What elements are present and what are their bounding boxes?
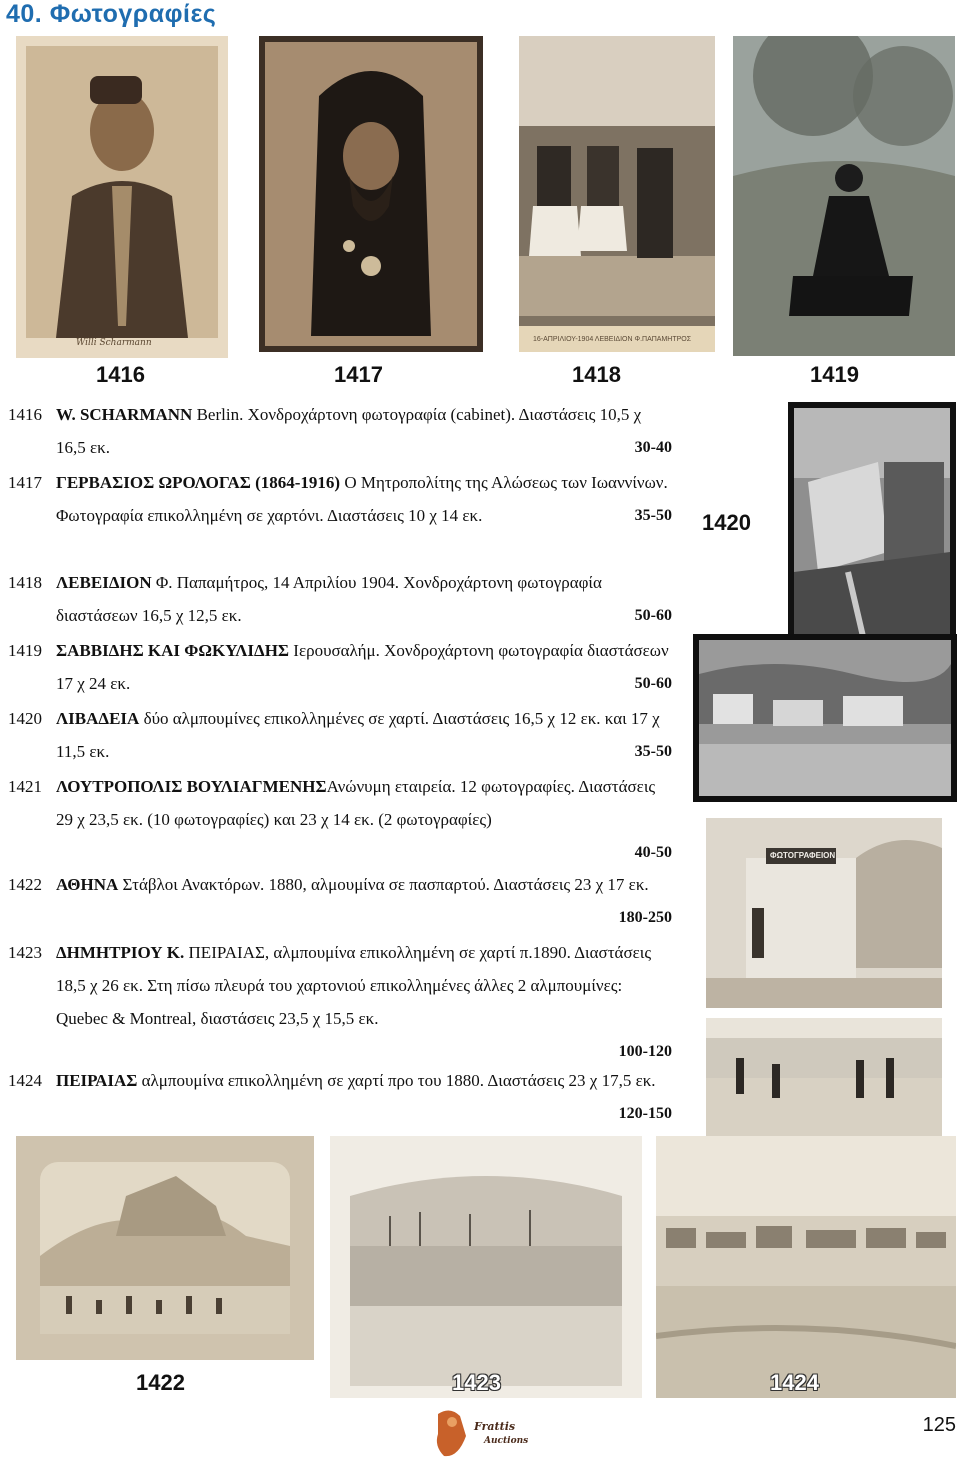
lot-price: 50-60	[634, 607, 672, 624]
lot-number: 1419	[8, 641, 42, 660]
photo-1421-sign: ΦΩΤΟΓΡΑΦΕΙΟΝ	[770, 851, 836, 860]
logo-icon	[430, 1406, 540, 1462]
lot-title: ΓΕΡΒΑΣΙΟΣ ΩΡΟΛΟΓΑΣ (1864-1916)	[56, 473, 341, 492]
photo-1416	[16, 36, 228, 358]
photo-label-1422: 1422	[136, 1370, 185, 1395]
section-title: 40. Φωτογραφίες	[6, 0, 217, 28]
lot-number: 1421	[8, 777, 42, 796]
lot-text: Ιερουσαλήμ. Χονδροχάρτονη φωτογραφία διαστάσεων 17 χ 24 εκ.	[56, 641, 669, 693]
lot-entry-1417	[8, 466, 672, 532]
photo-1420-b	[693, 634, 957, 802]
lot-number: 1424	[8, 1071, 42, 1090]
lot-number: 1417	[8, 473, 42, 492]
photo-1422	[16, 1136, 314, 1360]
lot-title: W. SCHARMANN	[56, 405, 193, 424]
lot-price: 180-250	[618, 909, 672, 926]
photo-label-1423: 1423	[452, 1370, 501, 1395]
photo-1421-b	[706, 1018, 942, 1138]
lot-price: 50-60	[634, 675, 672, 692]
lot-entry-1418	[8, 566, 672, 632]
photo-1419	[733, 36, 955, 356]
lot-title: ΛΟΥΤΡΟΠΟΛΙΣ ΒΟΥΛΙΑΓΜΕΝΗΣ	[56, 777, 327, 796]
lot-entry-1419	[8, 634, 672, 700]
photo-label-1416: 1416	[96, 362, 145, 387]
lot-title: ΔΗΜΗΤΡΙΟΥ Κ.	[56, 943, 185, 962]
lot-title: ΑΘΗΝΑ	[56, 875, 119, 894]
logo-text-2: Auctions	[484, 1436, 529, 1446]
page-number: 125	[922, 1414, 956, 1436]
photo-label-1417: 1417	[334, 362, 383, 387]
lot-number: 1422	[8, 875, 42, 894]
lot-entry-1424	[8, 1064, 672, 1130]
lot-text: Φ. Παπαμήτρος, 14 Απριλίου 1904. Χονδροχάρτονη φωτογραφία διαστάσεων 16,5 χ 12,5 εκ.	[56, 573, 602, 625]
photo-label-1419: 1419	[810, 362, 859, 387]
lot-entry-1422	[8, 868, 672, 934]
lot-entry-1423	[8, 936, 672, 1068]
frattis-logo	[430, 1406, 540, 1462]
studio-caption: Willi Scharmann	[76, 338, 152, 348]
lot-text: ΠΕΙΡΑΙΑΣ, αλμπουμίνα επικολλημένη σε χαρτί π.1890. Διαστάσεις 18,5 χ 26 εκ. Στη πίσω πλευρά του χαρτονιού επικολλημένες άλλες 2 αλμπουμίνες: Quebec & Montreal, διαστάσεις 23,5 χ 15,5 εκ.	[56, 943, 652, 1028]
photo-1420-a	[788, 402, 956, 664]
lot-number: 1423	[8, 943, 42, 962]
logo-text-1: Frattis	[474, 1420, 516, 1433]
lot-price: 100-120	[618, 1043, 672, 1060]
lot-price: 35-50	[634, 743, 672, 760]
photo-1417	[259, 36, 483, 352]
photo-1423	[330, 1136, 642, 1398]
lot-entry-1420	[8, 702, 672, 768]
lot-title: ΛΕΒΕΙΔΙΟΝ	[56, 573, 152, 592]
photo-label-1424: 1424	[770, 1370, 819, 1395]
lot-price: 35-50	[634, 507, 672, 524]
lot-price: 120-150	[618, 1105, 672, 1122]
lot-text: Στάβλοι Ανακτόρων. 1880, αλμουμίνα σε πασπαρτού. Διαστάσεις 23 χ 17 εκ.	[118, 875, 649, 894]
photo-1421-a	[706, 818, 942, 1008]
lot-entry-1421	[8, 770, 672, 869]
lot-text: αλμπουμίνα επικολλημένη σε χαρτί προ του 1880. Διαστάσεις 23 χ 17,5 εκ.	[137, 1071, 656, 1090]
lot-text: Ο Μητροπολίτης της Αλώσεως των Ιωαννίνων. Φωτογραφία επικολλημένη σε χαρτόνι. Διαστάσεις 10 χ 14 εκ.	[56, 473, 668, 525]
photo-label-1418: 1418	[572, 362, 621, 387]
lot-price: 40-50	[634, 844, 672, 861]
photo-label-1420: 1420	[702, 510, 751, 535]
lot-title: ΣΑΒΒΙΔΗΣ ΚΑΙ ΦΩΚΥΛΙΔΗΣ	[56, 641, 290, 660]
photo-1424	[656, 1136, 956, 1398]
photo-1418-strip: 16-ΑΠΡΙΛΙΟΥ-1904 ΛΕΒΕΙΔΙΟΝ Φ.ΠΑΠΑΜΗΤΡΟΣ	[533, 336, 692, 343]
lot-title: ΠΕΙΡΑΙΑΣ	[56, 1071, 138, 1090]
lot-number: 1420	[8, 709, 42, 728]
photo-1418	[519, 36, 715, 352]
lot-number: 1418	[8, 573, 42, 592]
lot-title: ΛΙΒΑΔΕΙΑ	[56, 709, 140, 728]
lot-text: Ανώνυμη εταιρεία. 12 φωτογραφίες. Διαστάσεις 29 χ 23,5 εκ. (10 φωτογραφίες) και 23 χ 14 εκ. (2 φωτογραφίες)	[56, 777, 656, 829]
lot-text: Berlin. Χονδροχάρτονη φωτογραφία (cabinet). Διαστάσεις 10,5 χ 16,5 εκ.	[56, 405, 642, 457]
lot-price: 30-40	[634, 439, 672, 456]
lot-text: δύο αλμπουμίνες επικολλημένες σε χαρτί. Διαστάσεις 16,5 χ 12 εκ. και 17 χ 11,5 εκ.	[56, 709, 660, 761]
lot-number: 1416	[8, 405, 42, 424]
lot-entry-1416	[8, 398, 672, 464]
